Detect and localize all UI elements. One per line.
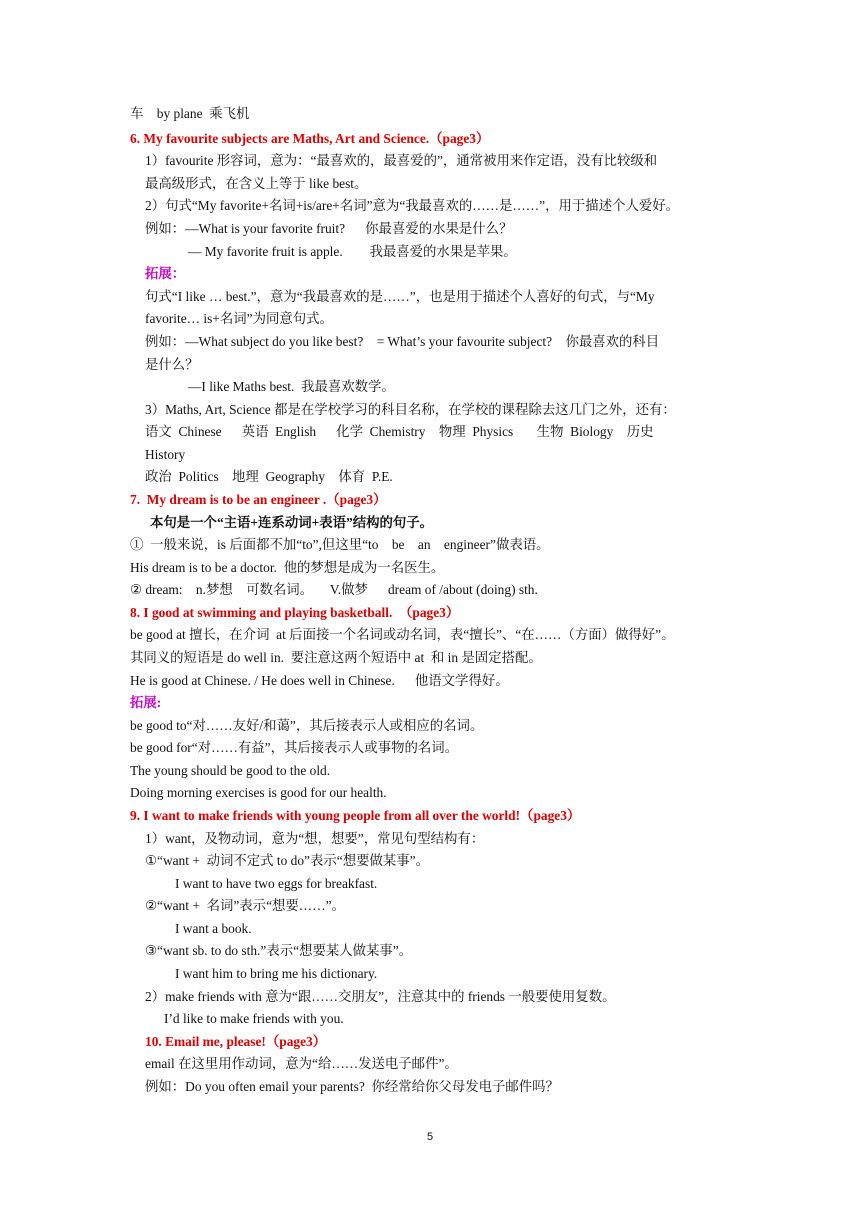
text-line: ② dream: n.梦想 可数名词。 V.做梦 dream of /about (doing) sth.: [130, 582, 538, 597]
text-line: be good at 擅长，在介词 at 后面接一个名词或动名词，表“擅长”、“在……（方面）做得好”。: [130, 627, 675, 642]
text-line: 3）Maths, Art, Science 都是在学校学习的科目名称，在学校的课程除去这几门之外，还有：: [145, 402, 676, 417]
text-line: be good for“对……有益”，其后接表示人或事物的名词。: [130, 740, 459, 755]
text-line: His dream is to be a doctor. 他的梦想是成为一名医生。: [130, 560, 445, 575]
text-line: 1）want，及物动词，意为“想，想要”，常见句型结构有：: [145, 831, 485, 846]
text-line: 车 by plane 乘飞机: [130, 106, 250, 121]
text-line: favorite… is+名词”为同意句式。: [145, 311, 333, 326]
section-heading-7: 7. My dream is to be an engineer .（page3）: [130, 492, 387, 507]
section-heading-10: 10. Email me, please!（page3）: [145, 1034, 327, 1049]
text-line: He is good at Chinese. / He does well in Chinese. 他语文学得好。: [130, 673, 509, 688]
section-heading-6: 6. My favourite subjects are Maths, Art and Science.（page3）: [130, 131, 490, 146]
text-line: be good to“对……友好/和蔼”，其后接表示人或相应的名词。: [130, 718, 484, 733]
section-heading-9: 9. I want to make friends with young people from all over the world!（page3）: [130, 808, 581, 823]
text-line: ②“want + 名词”表示“想要……”。: [145, 898, 345, 913]
text-line: email 在这里用作动词，意为“给……发送电子邮件”。: [145, 1056, 458, 1071]
section-heading-8: 8. I good at swimming and playing basketball. （page3）: [130, 605, 460, 620]
text-line: I’d like to make friends with you.: [164, 1011, 344, 1026]
text-line: 2）句式“My favorite+名词+is/are+名词”意为“我最喜欢的……是……”，用于描述个人爱好。: [145, 198, 680, 213]
text-line: ① 一般来说，is 后面都不加“to”,但这里“to be an engineer”做表语。: [130, 537, 550, 552]
text-line: 语文 Chinese 英语 English 化学 Chemistry 物理 Physics 生物 Biology 历史: [145, 424, 654, 439]
text-line: 1）favourite 形容词，意为：“最喜欢的，最喜爱的”，通常被用来作定语，没有比较级和: [145, 153, 658, 168]
text-line: 例如：—What is your favorite fruit? 你最喜爱的水果是什么？: [145, 221, 513, 236]
text-line: The young should be good to the old.: [130, 763, 331, 778]
text-line: 2）make friends with 意为“跟……交朋友”，注意其中的 friends 一般要使用复数。: [145, 989, 616, 1004]
text-line: History: [145, 447, 186, 462]
text-line: 其同义的短语是 do well in. 要注意这两个短语中 at 和 in 是固定搭配。: [130, 650, 542, 665]
text-line: Doing morning exercises is good for our health.: [130, 785, 387, 800]
text-line: 政治 Politics 地理 Geography 体育 P.E.: [145, 469, 393, 484]
page-number: 5: [426, 1131, 434, 1143]
text-line: — My favorite fruit is apple. 我最喜爱的水果是苹果。: [188, 244, 517, 259]
extension-label: 拓展：: [145, 266, 186, 281]
text-line: I want a book.: [175, 921, 252, 936]
text-line: 最高级形式，在含义上等于 like best。: [145, 176, 368, 191]
text-line: 例如：Do you often email your parents? 你经常给你父母发电子邮件吗？: [145, 1079, 559, 1094]
extension-label: 拓展:: [130, 695, 162, 710]
text-line: ③“want sb. to do sth.”表示“想要某人做某事”。: [145, 943, 413, 958]
text-line: —I like Maths best. 我最喜欢数学。: [188, 379, 395, 394]
text-line: I want to have two eggs for breakfast.: [175, 876, 378, 891]
text-line: 例如：—What subject do you like best? = What’s your favourite subject? 你最喜欢的科目: [145, 334, 660, 349]
text-line: I want him to bring me his dictionary.: [175, 966, 378, 981]
text-line: 是什么？: [145, 357, 199, 372]
text-line: 本句是一个“主语+连系动词+表语”结构的句子。: [150, 515, 434, 530]
text-line: ①“want + 动词不定式 to do”表示“想要做某事”。: [145, 853, 429, 868]
text-line: 句式“I like … best.”，意为“我最喜欢的是……”，也是用于描述个人喜好的句式，与“My: [145, 289, 655, 304]
